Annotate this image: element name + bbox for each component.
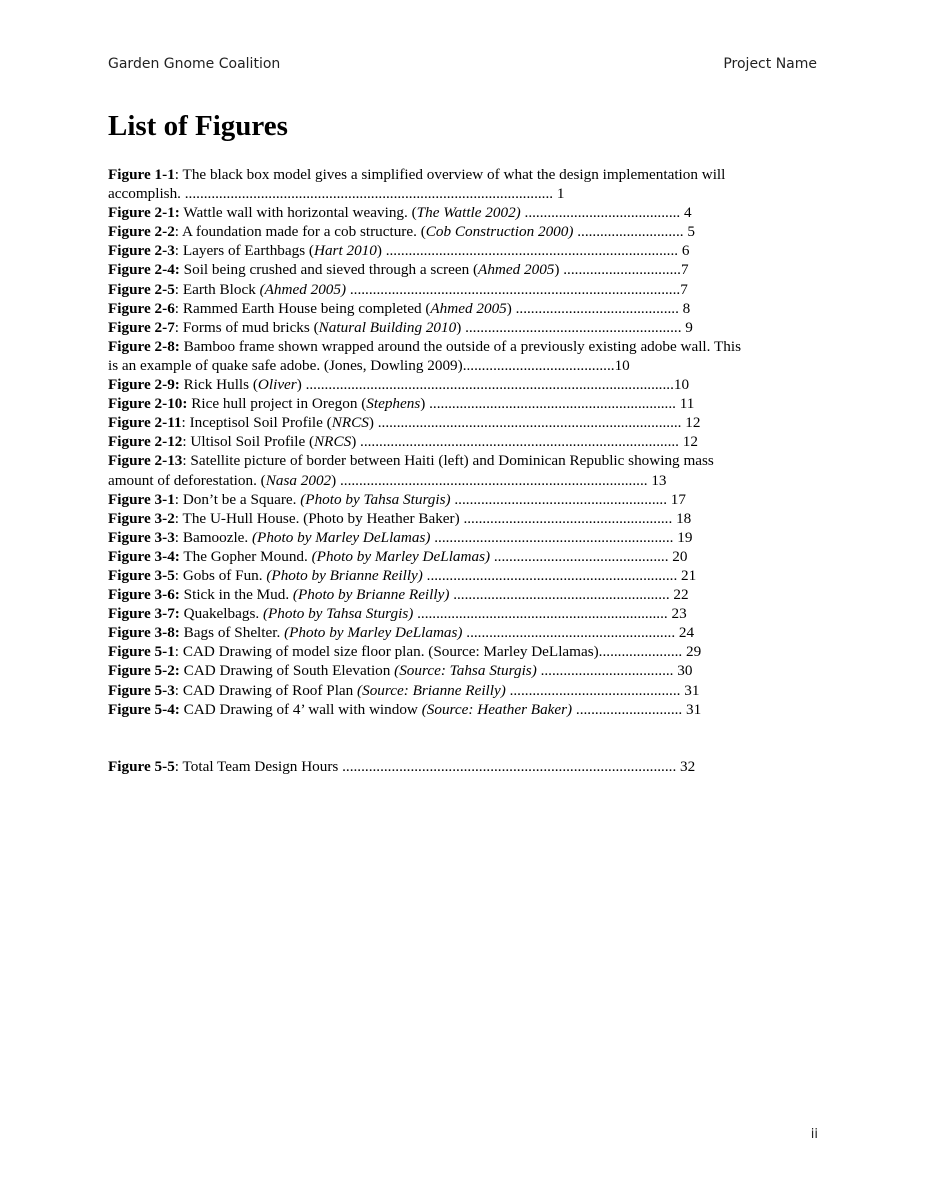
figure-entry [108, 165, 808, 184]
figure-source-citation: (Photo by Tahsa Sturgis) [300, 490, 451, 508]
figure-caption-text: Inceptisol Soil Profile ( [189, 414, 332, 432]
figure-caption-text: CAD Drawing of model size floor plan. (Source: Marley DeLlamas)...................... 29 [182, 643, 702, 661]
figure-source-citation: (Photo by Brianne Reilly) [266, 566, 423, 584]
figure-label: Figure 3-7: [108, 605, 180, 623]
figure-separator: : [174, 280, 183, 298]
figure-label: Figure 2-5 [108, 280, 175, 298]
figure-caption-text: accomplish. ................................................................................................. 1 [108, 185, 565, 203]
figure-caption-text: ) .................................................................................................10 [296, 376, 690, 394]
figure-caption-text: ......................................................... 22 [449, 586, 689, 604]
figure-source-citation: Hart 2010 [313, 242, 377, 260]
figure-caption-text: ............................ 31 [572, 700, 702, 718]
figure-label: Figure 2-6 [108, 299, 175, 317]
figure-label: Figure 3-6: [108, 586, 180, 604]
figure-separator: : [174, 490, 183, 508]
figure-entry [108, 394, 808, 413]
figure-separator: : [174, 566, 183, 584]
figure-entry [108, 318, 808, 337]
figure-label: Figure 5-2: [108, 662, 180, 680]
figure-caption-text: Bags of Shelter. [183, 624, 285, 642]
figure-caption-text: Earth Block [182, 280, 260, 298]
figure-entry [108, 509, 808, 528]
figure-entry [108, 260, 808, 279]
figure-source-citation: NRCS [314, 433, 352, 451]
figure-label: Figure 3-5 [108, 566, 175, 584]
figure-entry [108, 681, 808, 700]
figure-caption-text: .................................................................. 21 [422, 566, 697, 584]
figure-source-citation: Oliver [257, 376, 297, 394]
figure-separator: : [174, 643, 183, 661]
figure-entry [108, 203, 808, 222]
page-title: List of Figures [108, 110, 288, 142]
figure-caption-text: ) ............................................................................. 6 [376, 242, 690, 260]
header-right: Project Name [723, 56, 817, 72]
figure-entry [108, 566, 808, 585]
figure-label: Figure 2-9: [108, 376, 180, 394]
figure-source-citation: Ahmed 2005 [430, 299, 507, 317]
figure-separator: : [174, 166, 183, 183]
figure-entry [108, 490, 808, 509]
figure-label: Figure 1-1 [108, 166, 175, 183]
figure-caption-text: ) ........................................... 8 [506, 299, 691, 317]
figure-entry [108, 299, 808, 318]
figure-label: Figure 2-2 [108, 223, 175, 241]
figure-entry [108, 375, 808, 394]
figure-entry [108, 337, 808, 356]
figure-caption-text: Total Team Design Hours ........................................................................................ 32 [182, 757, 696, 775]
figure-entry [108, 585, 808, 604]
figure-caption-text: Forms of mud bricks ( [182, 318, 319, 336]
figure-source-citation: Nasa 2002 [265, 471, 332, 489]
figure-caption-text: Soil being crushed and sieved through a screen ( [183, 261, 479, 279]
figure-caption-text: ............................................. 31 [505, 681, 700, 699]
figure-source-citation: (Photo by Marley DeLlamas) [284, 624, 463, 642]
figure-label: Figure 3-4: [108, 547, 180, 565]
figure-caption-text: CAD Drawing of Roof Plan [182, 681, 358, 699]
figure-caption-text: ........................................................ 17 [450, 490, 686, 508]
figure-caption-text: The U-Hull House. (Photo by Heather Baker) ....................................................... 18 [182, 509, 692, 527]
figure-label: Figure 2-7 [108, 318, 175, 336]
figure-entry [108, 623, 808, 642]
figure-source-citation: NRCS [331, 414, 369, 432]
figure-caption-text: ....................................................... 24 [462, 624, 695, 642]
figure-label: Figure 5-3 [108, 681, 175, 699]
figure-caption-text: Satellite picture of border between Haiti (left) and Dominican Republic showing mass [190, 452, 714, 470]
figure-caption-text: Stick in the Mud. [183, 586, 293, 604]
figure-source-citation: (Source: Heather Baker) [421, 700, 573, 718]
figure-list [108, 165, 808, 776]
list-gap [108, 719, 808, 757]
figure-separator: : [181, 414, 190, 432]
figure-caption-text: ) .................................................................................... 12 [351, 433, 698, 451]
figure-source-citation: (Photo by Brianne Reilly) [292, 586, 450, 604]
figure-entry [108, 661, 808, 680]
figure-source-citation: (Ahmed 2005) [259, 280, 347, 298]
figure-entry [108, 280, 808, 299]
figure-separator: : [174, 242, 183, 260]
figure-caption-text: Rick Hulls ( [183, 376, 258, 394]
figure-label: Figure 3-2 [108, 509, 175, 527]
figure-source-citation: (Source: Brianne Reilly) [357, 681, 506, 699]
figure-caption-text: Ultisol Soil Profile ( [190, 433, 315, 451]
figure-entry [108, 700, 808, 719]
figure-label: Figure 2-8: [108, 337, 180, 355]
figure-source-citation: Stephens [366, 395, 421, 413]
figure-separator: : [174, 318, 183, 336]
figure-source-citation: (Photo by Marley DeLlamas) [311, 547, 491, 565]
figure-source-citation: (Source: Tahsa Sturgis) [394, 662, 537, 680]
page-number: ii [810, 1127, 818, 1142]
figure-caption-text: ......................................... 4 [520, 204, 692, 222]
figure-caption-text: Wattle wall with horizontal weaving. ( [183, 204, 417, 222]
figure-caption-text: Layers of Earthbags ( [182, 242, 314, 260]
header-left: Garden Gnome Coalition [108, 56, 281, 72]
figure-caption-text: Rice hull project in Oregon ( [191, 395, 367, 413]
figure-separator: : [174, 509, 183, 527]
figure-label: Figure 2-10: [108, 395, 188, 413]
figure-caption-text: ............................ 5 [573, 223, 695, 241]
figure-caption-text: Don’t be a Square. [182, 490, 301, 508]
figure-label: Figure 3-3 [108, 528, 175, 546]
figure-caption-text: The Gopher Mound. [183, 547, 312, 565]
figure-label: Figure 2-11 [108, 414, 182, 432]
figure-separator: : [174, 528, 183, 546]
figure-caption-text: Bamoozle. [182, 528, 252, 546]
figure-separator: : [174, 757, 183, 775]
figure-entry [108, 413, 808, 432]
figure-separator: : [174, 299, 183, 317]
figure-label: Figure 5-4: [108, 700, 180, 718]
figure-entry-continuation [108, 356, 808, 375]
figure-caption-text: The black box model gives a simplified overview of what the design implementation will [182, 166, 726, 183]
figure-label: Figure 3-1 [108, 490, 175, 508]
figure-label: Figure 2-3 [108, 242, 175, 260]
figure-entry [108, 642, 808, 661]
figure-source-citation: Ahmed 2005 [478, 261, 555, 279]
figure-source-citation: Cob Construction 2000) [425, 223, 574, 241]
figure-caption-text: ) ................................................................................. 13 [331, 471, 667, 489]
figure-caption-text: CAD Drawing of South Elevation [183, 662, 395, 680]
figure-caption-text: ) ................................................................................ 12 [368, 414, 701, 432]
figure-caption-text: Quakelbags. [183, 605, 263, 623]
figure-caption-text: ) ................................................................. 11 [420, 395, 695, 413]
figure-label: Figure 5-1 [108, 643, 175, 661]
figure-entry [108, 222, 808, 241]
figure-entry [108, 547, 808, 566]
figure-entry [108, 528, 808, 547]
figure-label: Figure 2-12 [108, 433, 183, 451]
figure-caption-text: ) ...............................7 [554, 261, 689, 279]
figure-caption-text: A foundation made for a cob structure. ( [181, 223, 426, 241]
figure-label: Figure 2-1: [108, 204, 180, 222]
figure-caption-text: ) ......................................................... 9 [456, 318, 693, 336]
figure-caption-text: Rammed Earth House being completed ( [182, 299, 431, 317]
figure-caption-text: is an example of quake safe adobe. (Jones, Dowling 2009)........................................10 [108, 356, 630, 374]
figure-caption-text: CAD Drawing of 4’ wall with window [183, 700, 422, 718]
figure-separator: : [182, 433, 191, 451]
figure-separator: : [174, 223, 182, 241]
figure-caption-text: .......................................................................................7 [346, 280, 688, 298]
figure-entry [108, 241, 808, 260]
figure-caption-text: Bamboo frame shown wrapped around the outside of a previously existing adobe wall. This [183, 337, 741, 355]
figure-source-citation: Natural Building 2010 [318, 318, 457, 336]
figure-entry [108, 432, 808, 451]
figure-source-citation: (Photo by Marley DeLlamas) [252, 528, 431, 546]
figure-caption-text: .................................................................. 23 [413, 605, 687, 623]
figure-label: Figure 2-13 [108, 452, 183, 470]
figure-entry [108, 604, 808, 623]
figure-label: Figure 2-4: [108, 261, 180, 279]
figure-entry [108, 757, 808, 776]
figure-caption-text: ............................................................... 19 [430, 528, 693, 546]
figure-entry [108, 451, 808, 470]
figure-caption-text: amount of deforestation. ( [108, 471, 266, 489]
figure-caption-text: Gobs of Fun. [182, 566, 267, 584]
figure-source-citation: The Wattle 2002) [416, 204, 521, 222]
figure-entry-continuation [108, 471, 808, 490]
figure-separator: : [182, 452, 191, 470]
figure-label: Figure 5-5 [108, 757, 175, 775]
figure-label: Figure 3-8: [108, 624, 180, 642]
figure-entry-continuation [108, 184, 808, 203]
figure-source-citation: (Photo by Tahsa Sturgis) [262, 605, 414, 623]
figure-caption-text: ................................... 30 [536, 662, 693, 680]
figure-caption-text: .............................................. 20 [490, 547, 688, 565]
figure-separator: : [174, 681, 183, 699]
